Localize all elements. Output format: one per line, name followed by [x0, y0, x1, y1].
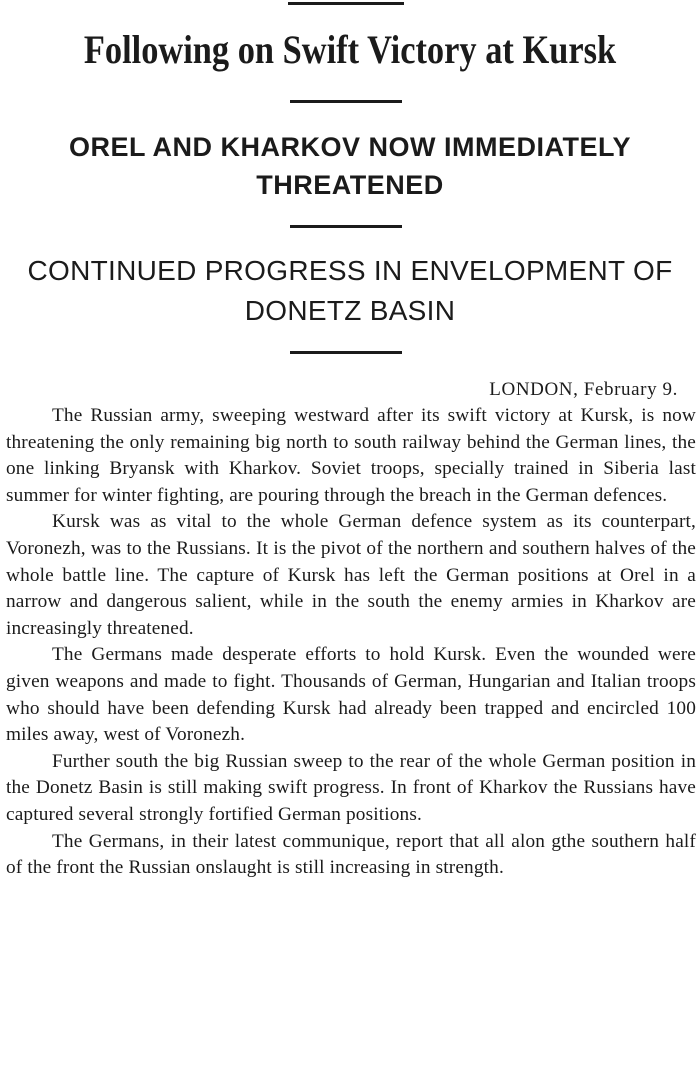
article-paragraph: The Germans made desperate efforts to hold Kursk. Even the wounded were given weapons and made to fight. Thousands of German, Hungarian and Italian troops who should have been defending Kursk had already been trapped and encircled 100 miles away, west of Voronezh.: [6, 644, 696, 746]
subheadline: OREL AND KHARKOV NOW IMMEDIATELY THREATENED: [68, 132, 631, 200]
headline: Following on Swift Victory at Kursk: [83, 27, 617, 72]
separator-rule: [290, 225, 402, 228]
separator-rule: [290, 351, 402, 354]
article-body: [6, 403, 696, 882]
separator-rule: [290, 100, 402, 103]
article-paragraph: Kursk was as vital to the whole German defence system as its counterpart, Voronezh, was to the Russians. It is the pivot of the northern and southern halves of the whole battle line. The capture of Kursk has left the German positions at Orel in a narrow and dangerous salient, while in the south the enemy armies in Kharkov are increasingly threatened.: [6, 511, 696, 639]
third-headline: CONTINUED PROGRESS IN ENVELOPMENT OF DONETZ BASIN: [27, 255, 673, 326]
dateline: LONDON, February 9.: [489, 379, 678, 400]
article-paragraph: The Russian army, sweeping westward after its swift victory at Kursk, is now threatening the only remaining big north to south railway behind the German lines, the one linking Bryansk with Kharkov. Soviet troops, specially trained in Siberia last summer for winter fighting, are pouring through the breach in the German defences.: [6, 405, 696, 506]
article-paragraph: Further south the big Russian sweep to the rear of the whole German position in the Donetz Basin is still making swift progress. In front of Kharkov the Russians have captured several strongly fortified German positions.: [6, 750, 696, 825]
top-rule: [288, 2, 404, 5]
article-paragraph: The Germans, in their latest communique, report that all alon gthe southern half of the front the Russian onslaught is still increasing in strength.: [6, 830, 696, 879]
